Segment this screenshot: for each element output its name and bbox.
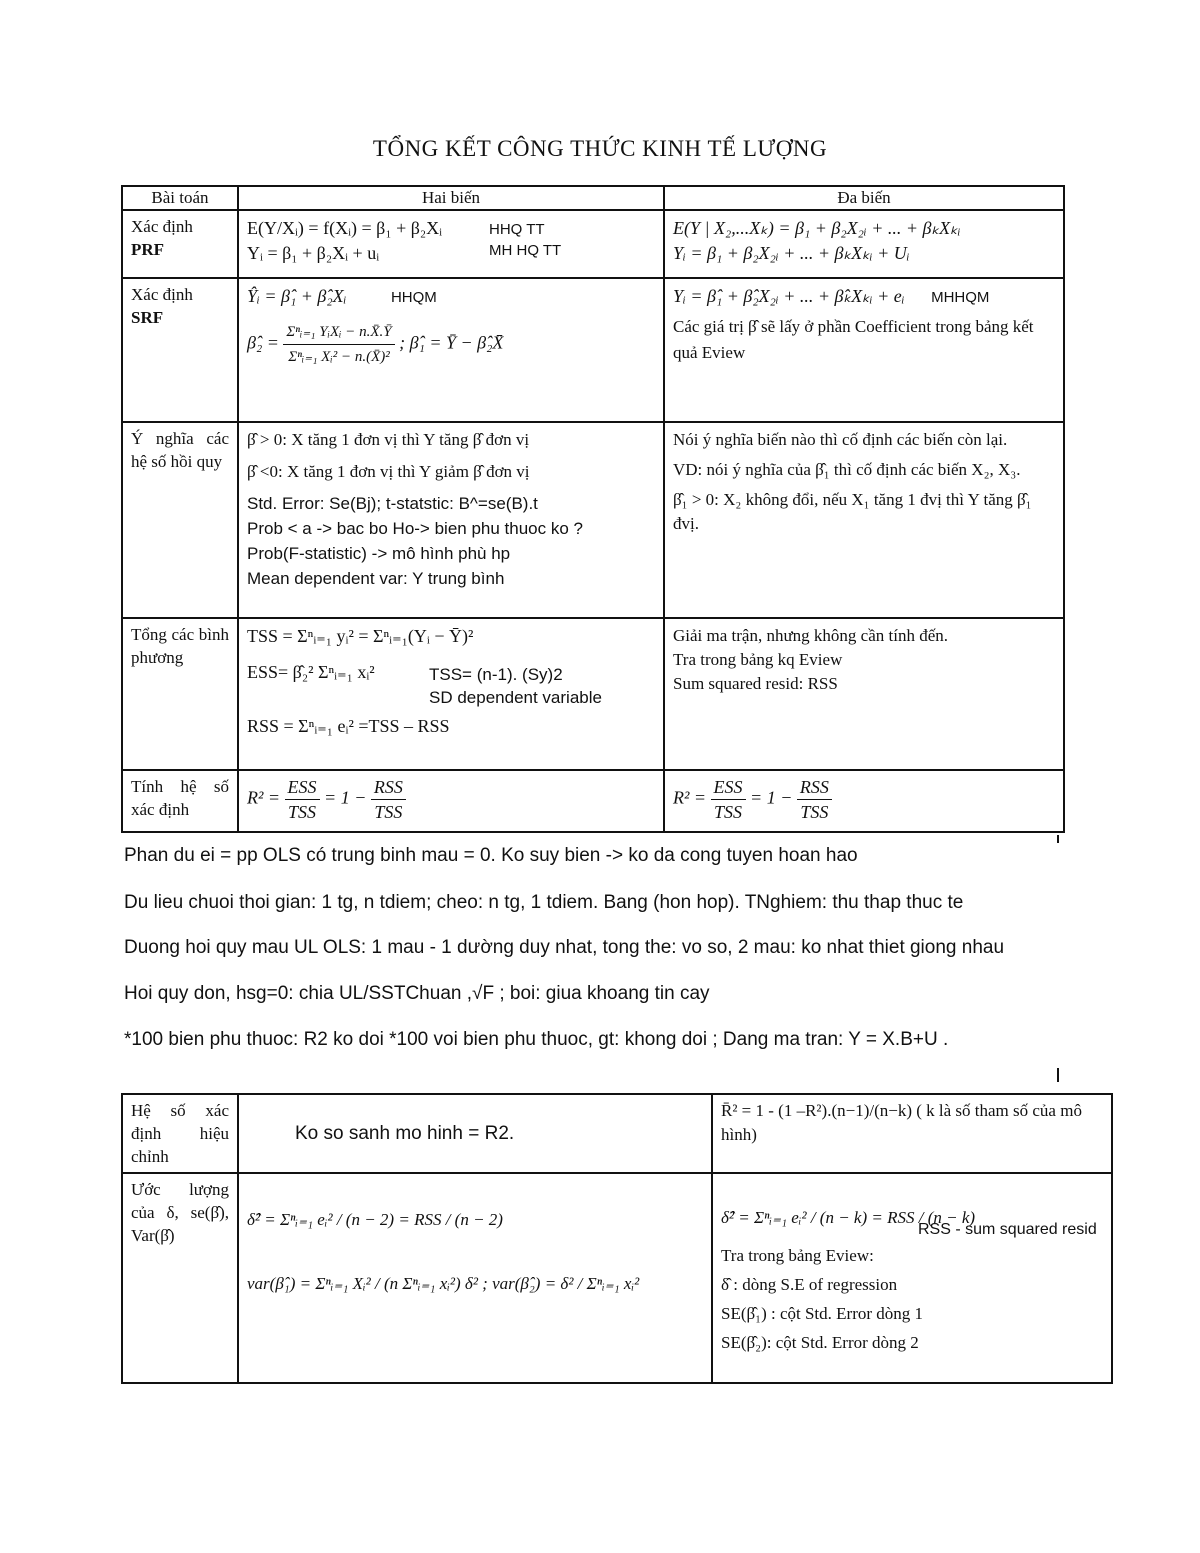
beta-formula bbox=[247, 320, 655, 369]
tag-text: MHHQM bbox=[931, 289, 990, 306]
meaning-line: β̂ <0: X tăng 1 đơn vị thì Y giảm β̂ đơn vị bbox=[247, 462, 530, 481]
prf-tags bbox=[489, 219, 561, 262]
meaning-line: Nói ý nghĩa biến nào thì cố định các biến còn lại. bbox=[673, 430, 1008, 449]
tag-text: HHQ TT bbox=[489, 221, 545, 238]
note-text: SE(β̂₂): cột Std. Error dòng 2 bbox=[721, 1333, 919, 1352]
numerator: ESS bbox=[285, 775, 320, 800]
numerator: ESS bbox=[711, 775, 746, 800]
r2-two-variable bbox=[238, 770, 664, 832]
fraction bbox=[797, 775, 832, 824]
formula-line bbox=[673, 284, 1055, 310]
note-text: Tra trong bảng Eview: bbox=[721, 1246, 874, 1265]
formula: Ŷᵢ = β̂₁ + β̂₂Xᵢ bbox=[247, 286, 347, 306]
squares-multi-variable bbox=[664, 618, 1064, 770]
formula: R² = bbox=[673, 787, 707, 808]
label-bold: PRF bbox=[131, 240, 165, 259]
adjusted-two-variable: Ko so sanh mo hinh = R2. bbox=[238, 1094, 712, 1173]
formula: = 1 − bbox=[750, 787, 793, 808]
denominator: TSS bbox=[288, 802, 317, 822]
label-bold: SRF bbox=[131, 308, 164, 327]
row-estimates bbox=[122, 1173, 1112, 1383]
prf-multi-variable bbox=[664, 210, 1064, 278]
label-text: Xác định bbox=[131, 217, 193, 236]
formula: δ̂² = Σⁿᵢ₌₁ eᵢ² / (n − k) = RSS / (n − k) bbox=[721, 1208, 976, 1227]
meaning-line: β̂ > 0: X tăng 1 đơn vị thì Y tăng β̂ đơn vị bbox=[247, 430, 530, 449]
header-multi-variable: Đa biến bbox=[664, 186, 1064, 210]
squares-two-variable bbox=[238, 618, 664, 770]
row-r2 bbox=[122, 770, 1064, 832]
margin-mark bbox=[1057, 835, 1059, 843]
row-label-meaning: Ý nghĩa các hệ số hồi quy bbox=[122, 422, 238, 618]
formula: E(Y | X₂,...Xₖ) = β₁ + β₂X₂ᵢ + ... + βₖXₖᵢ bbox=[673, 218, 961, 238]
note-text: Sum squared resid: RSS bbox=[673, 674, 838, 693]
row-srf bbox=[122, 278, 1064, 422]
row-squares bbox=[122, 618, 1064, 770]
formula: Yᵢ = β̂₁ + β̂₂X₂ᵢ + ... + β̂ₖXₖᵢ + eᵢ bbox=[673, 286, 905, 306]
adjusted-multi-variable: R̄² = 1 - (1 –R²).(n−1)/(n−k) ( k là số tham số của mô hình) bbox=[712, 1094, 1112, 1173]
denominator: TSS bbox=[714, 802, 743, 822]
denominator: TSS bbox=[800, 802, 829, 822]
note-line: Duong hoi quy mau UL OLS: 1 mau - 1 dường duy nhat, tong the: vo so, 2 mau: ko nhat thiet giong nhau bbox=[124, 937, 1005, 958]
numerator: RSS bbox=[371, 775, 406, 800]
row-prf bbox=[122, 210, 1064, 278]
prf-two-variable bbox=[238, 210, 664, 278]
row-label-estimates: Ước lượng của δ, se(β̂), Var(β̂) bbox=[122, 1173, 238, 1383]
meaning-multi-variable bbox=[664, 422, 1064, 618]
formula: TSS = Σⁿᵢ₌₁ yᵢ² = Σⁿᵢ₌₁(Yᵢ − Ȳ)² bbox=[247, 626, 474, 646]
denominator: Σⁿᵢ₌₁ Xᵢ² − n.(X̄)² bbox=[288, 349, 390, 365]
margin-mark bbox=[1057, 1068, 1059, 1082]
formula: = 1 − bbox=[324, 787, 367, 808]
formula: ESS= β̂₂² Σⁿᵢ₌₁ xᵢ² bbox=[247, 662, 375, 682]
row-label-srf bbox=[122, 278, 238, 422]
note-line: Hoi quy don, hsg=0: chia UL/SSTChuan ,√F ; boi: giua khoang tin cay bbox=[124, 983, 710, 1004]
meaning-line: Mean dependent var: Y trung bình bbox=[247, 569, 505, 588]
formula: δ̂² = Σⁿᵢ₌₁ eᵢ² / (n − 2) = RSS / (n − 2) bbox=[247, 1210, 503, 1229]
note-text: δ̂ : dòng S.E of regression bbox=[721, 1275, 898, 1294]
r2-multi-variable bbox=[664, 770, 1064, 832]
row-label-adjusted-r2: Hệ số xác định hiệu chỉnh bbox=[122, 1094, 238, 1173]
formula-table-main bbox=[121, 185, 1065, 833]
srf-note: Các giá trị β̂ sẽ lấy ở phần Coefficient trong bảng kết quả Eview bbox=[673, 317, 1034, 362]
row-adjusted-r2 bbox=[122, 1094, 1112, 1173]
note-line: Phan du ei = pp OLS có trung binh mau = 0. Ko suy bien -> ko da cong tuyen hoan hao bbox=[124, 845, 858, 866]
numerator: RSS bbox=[797, 775, 832, 800]
row-label-prf bbox=[122, 210, 238, 278]
header-problem: Bài toán bbox=[122, 186, 238, 210]
tag-text: HHQM bbox=[390, 289, 437, 306]
srf-two-variable bbox=[238, 278, 664, 422]
fraction bbox=[371, 775, 406, 824]
estimates-multi-variable bbox=[712, 1173, 1112, 1383]
formula: ; β̂₁ = Ȳ − β̂₂X̄ bbox=[399, 332, 504, 353]
note-line: Du lieu chuoi thoi gian: 1 tg, n tdiem; cheo: n tg, 1 tdiem. Bang (hon hop). TNghiem: thu thap thuc te bbox=[124, 892, 964, 913]
meaning-line: Std. Error: Se(Bj); t-statstic: B^=se(B).t bbox=[247, 494, 538, 513]
row-label-squares: Tổng các bình phương bbox=[122, 618, 238, 770]
estimates-two-variable bbox=[238, 1173, 712, 1383]
formula: RSS = Σⁿᵢ₌₁ eᵢ² =TSS – RSS bbox=[247, 716, 450, 736]
denominator: TSS bbox=[374, 802, 403, 822]
row-meaning bbox=[122, 422, 1064, 618]
formula: Yᵢ = β₁ + β₂Xᵢ + uᵢ bbox=[247, 243, 380, 263]
note-text: Giải ma trận, nhưng không cần tính đến. bbox=[673, 626, 949, 645]
formula-table-secondary bbox=[121, 1093, 1113, 1384]
fraction bbox=[711, 775, 746, 824]
srf-multi-variable bbox=[664, 278, 1064, 422]
meaning-line: VD: nói ý nghĩa của β̂₁ thì cố định các biến X₂, X₃. bbox=[673, 460, 1021, 479]
note-line: *100 bien phu thuoc: R2 ko doi *100 voi bien phu thuoc, gt: khong doi ; Dang ma tran: Y = X.B+U . bbox=[124, 1029, 949, 1050]
tag-text: MH HQ TT bbox=[489, 242, 562, 259]
row-label-r2: Tính hệ số xác định bbox=[122, 770, 238, 832]
note-text: Tra trong bảng kq Eview bbox=[673, 650, 843, 669]
formula: TSS= (n-1). (Sy)2 bbox=[429, 665, 563, 684]
formula: Yᵢ = β₁ + β₂X₂ᵢ + ... + βₖXₖᵢ + Uᵢ bbox=[673, 243, 910, 263]
fraction bbox=[283, 320, 394, 369]
formula: E(Y/Xᵢ) = f(Xᵢ) = β₁ + β₂Xᵢ bbox=[247, 218, 443, 238]
page-title: TỔNG KẾT CÔNG THỨC KINH TẾ LƯỢNG bbox=[372, 136, 828, 161]
table-header-row bbox=[122, 186, 1064, 210]
meaning-line: Prob(F-statistic) -> mô hình phù hp bbox=[247, 544, 511, 563]
formula: β̂₂ = bbox=[247, 332, 279, 353]
formula: var(β̂₁) = Σⁿᵢ₌₁ Xᵢ² / (n Σⁿᵢ₌₁ xᵢ²) δ² ; var(β̂₂) = δ² / Σⁿᵢ₌₁ xᵢ² bbox=[247, 1274, 640, 1293]
meaning-line: Prob < a -> bac bo Ho-> bien phu thuoc ko ? bbox=[247, 519, 583, 538]
note-text: SD dependent variable bbox=[429, 688, 602, 707]
label-text: Xác định bbox=[131, 285, 193, 304]
formula-line bbox=[247, 284, 655, 310]
tss-alt-block bbox=[429, 663, 602, 710]
numerator: Σⁿᵢ₌₁ YᵢXᵢ − n.X̄.Ȳ bbox=[283, 320, 394, 345]
formula: R² = bbox=[247, 787, 281, 808]
fraction bbox=[285, 775, 320, 824]
note-text: SE(β̂₁) : cột Std. Error dòng 1 bbox=[721, 1304, 924, 1323]
note-text: RSS - sum squared resid bbox=[918, 1221, 1097, 1238]
meaning-two-variable bbox=[238, 422, 664, 618]
header-two-variable: Hai biến bbox=[238, 186, 664, 210]
meaning-line: β̂₁ > 0: X₂ không đổi, nếu X₁ tăng 1 đvị thì Y tăng β̂₁ đvị. bbox=[673, 490, 1032, 533]
